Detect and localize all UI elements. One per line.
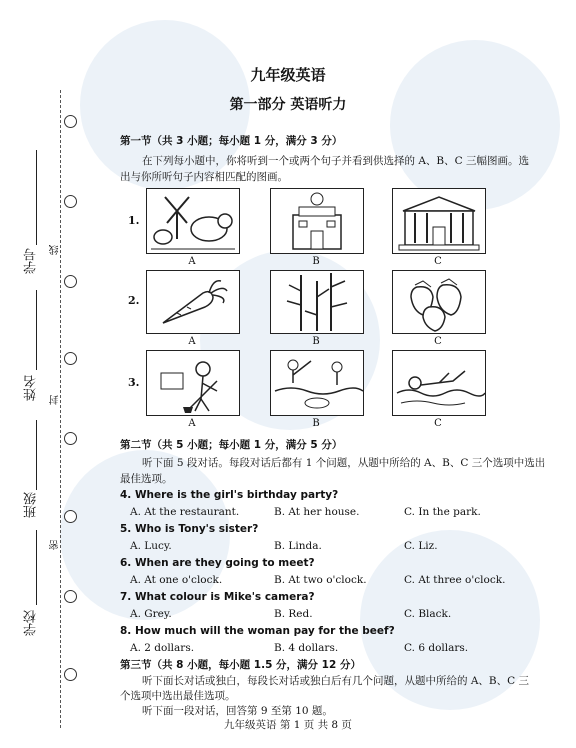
picture-bamboo[interactable] bbox=[270, 270, 364, 334]
swimming-icon bbox=[393, 351, 485, 415]
class-label: 班级 bbox=[24, 492, 39, 518]
section3-instruction: 听下面长对话或独白，每段长对话或独白后有几个问题，从题中所给的 A、B、C 三 bbox=[142, 675, 530, 687]
farm-animals-icon bbox=[147, 189, 239, 253]
fishing-icon bbox=[271, 351, 363, 415]
question-number: 1. bbox=[128, 214, 140, 227]
section1-heading: 第一节（共 3 小题；每小题 1 分，满分 3 分） bbox=[120, 135, 343, 147]
student-id-label: 学号 bbox=[24, 248, 39, 274]
picture-farm-animals[interactable] bbox=[146, 188, 240, 254]
picture-carrot[interactable] bbox=[146, 270, 240, 334]
option-letter: A bbox=[188, 418, 196, 429]
picture-museum[interactable] bbox=[392, 188, 486, 254]
seal-word-line: 线 bbox=[50, 245, 61, 255]
seal-word-seal: 封 bbox=[50, 395, 61, 405]
question-number: 2. bbox=[128, 294, 140, 307]
section3-heading: 第三节（共 8 小题，每小题 1.5 分，满分 12 分） bbox=[120, 659, 361, 671]
binding-hole bbox=[64, 352, 77, 365]
binding-hole bbox=[64, 432, 77, 445]
answer-option[interactable]: A. Lucy. bbox=[130, 540, 172, 552]
option-letter: A bbox=[188, 256, 196, 267]
carrot-icon bbox=[147, 271, 239, 333]
cinema-icon bbox=[271, 189, 363, 253]
option-letter: C bbox=[434, 336, 442, 347]
answer-option[interactable]: C. 6 dollars. bbox=[404, 642, 469, 654]
museum-icon bbox=[393, 189, 485, 253]
picture-swimming[interactable] bbox=[392, 350, 486, 416]
picture-fishing[interactable] bbox=[270, 350, 364, 416]
question-text: 8. How much will the woman pay for the beef? bbox=[120, 625, 395, 637]
name-label: 姓名 bbox=[24, 375, 39, 401]
answer-option[interactable]: C. At three o'clock. bbox=[404, 574, 506, 586]
fill-line bbox=[36, 150, 37, 245]
question-text: 4. Where is the girl's birthday party? bbox=[120, 489, 339, 501]
answer-option[interactable]: A. At one o'clock. bbox=[130, 574, 223, 586]
binding-line bbox=[60, 90, 61, 728]
strawberry-icon bbox=[393, 271, 485, 333]
school-label: 学校 bbox=[24, 610, 39, 636]
answer-option[interactable]: C. Black. bbox=[404, 608, 452, 620]
option-letter: B bbox=[312, 336, 320, 347]
part-title: 第一部分 英语听力 bbox=[229, 97, 347, 113]
answer-option[interactable]: B. Red. bbox=[274, 608, 313, 620]
answer-option[interactable]: B. At her house. bbox=[274, 506, 360, 518]
answer-option[interactable]: A. Grey. bbox=[130, 608, 172, 620]
answer-option[interactable]: B. Linda. bbox=[274, 540, 322, 552]
answer-option[interactable]: B. At two o'clock. bbox=[274, 574, 367, 586]
question-number: 3. bbox=[128, 376, 140, 389]
fill-line bbox=[36, 420, 37, 490]
question-text: 6. When are they going to meet? bbox=[120, 557, 315, 569]
answer-option[interactable]: C. In the park. bbox=[404, 506, 481, 518]
picture-cinema[interactable] bbox=[270, 188, 364, 254]
option-letter: B bbox=[312, 256, 320, 267]
answer-option[interactable]: C. Liz. bbox=[404, 540, 438, 552]
section1-instruction: 在下列每小题中，你将听到一个或两个句子并看到供选择的 A、B、C 三幅图画。选 bbox=[142, 155, 530, 167]
section3-instruction: 个选项中选出最佳选项。 bbox=[120, 690, 236, 702]
answer-option[interactable]: A. 2 dollars. bbox=[130, 642, 195, 654]
section2-instruction: 最佳选项。 bbox=[120, 473, 173, 485]
section3-instruction: 听下面一段对话，回答第 9 至第 10 题。 bbox=[142, 705, 333, 717]
answer-option[interactable]: A. At the restaurant. bbox=[130, 506, 240, 518]
option-letter: B bbox=[312, 418, 320, 429]
sweeping-icon bbox=[147, 351, 239, 415]
binding-hole bbox=[64, 195, 77, 208]
page-title: 九年级英语 bbox=[250, 66, 326, 84]
picture-strawberries[interactable] bbox=[392, 270, 486, 334]
bamboo-icon bbox=[271, 271, 363, 333]
binding-hole bbox=[64, 668, 77, 681]
binding-hole bbox=[64, 590, 77, 603]
binding-hole bbox=[64, 115, 77, 128]
option-letter: A bbox=[188, 336, 196, 347]
fill-line bbox=[36, 290, 37, 370]
option-letter: C bbox=[434, 418, 442, 429]
section2-instruction: 听下面 5 段对话。每段对话后都有 1 个问题，从题中所给的 A、B、C 三个选项中选出 bbox=[142, 457, 546, 469]
page-footer: 九年级英语 第 1 页 共 8 页 bbox=[224, 719, 352, 731]
section2-heading: 第二节（共 5 小题；每小题 1 分，满分 5 分） bbox=[120, 439, 343, 451]
fill-line bbox=[36, 530, 37, 605]
question-text: 7. What colour is Mike's camera? bbox=[120, 591, 315, 603]
binding-hole bbox=[64, 275, 77, 288]
option-letter: C bbox=[434, 256, 442, 267]
question-text: 5. Who is Tony's sister? bbox=[120, 523, 259, 535]
seal-word-secret: 密 bbox=[50, 540, 61, 550]
picture-girl-sweeping[interactable] bbox=[146, 350, 240, 416]
binding-hole bbox=[64, 510, 77, 523]
answer-option[interactable]: B. 4 dollars. bbox=[274, 642, 339, 654]
section1-instruction: 出与你所听句子内容相匹配的图画。 bbox=[120, 171, 288, 183]
